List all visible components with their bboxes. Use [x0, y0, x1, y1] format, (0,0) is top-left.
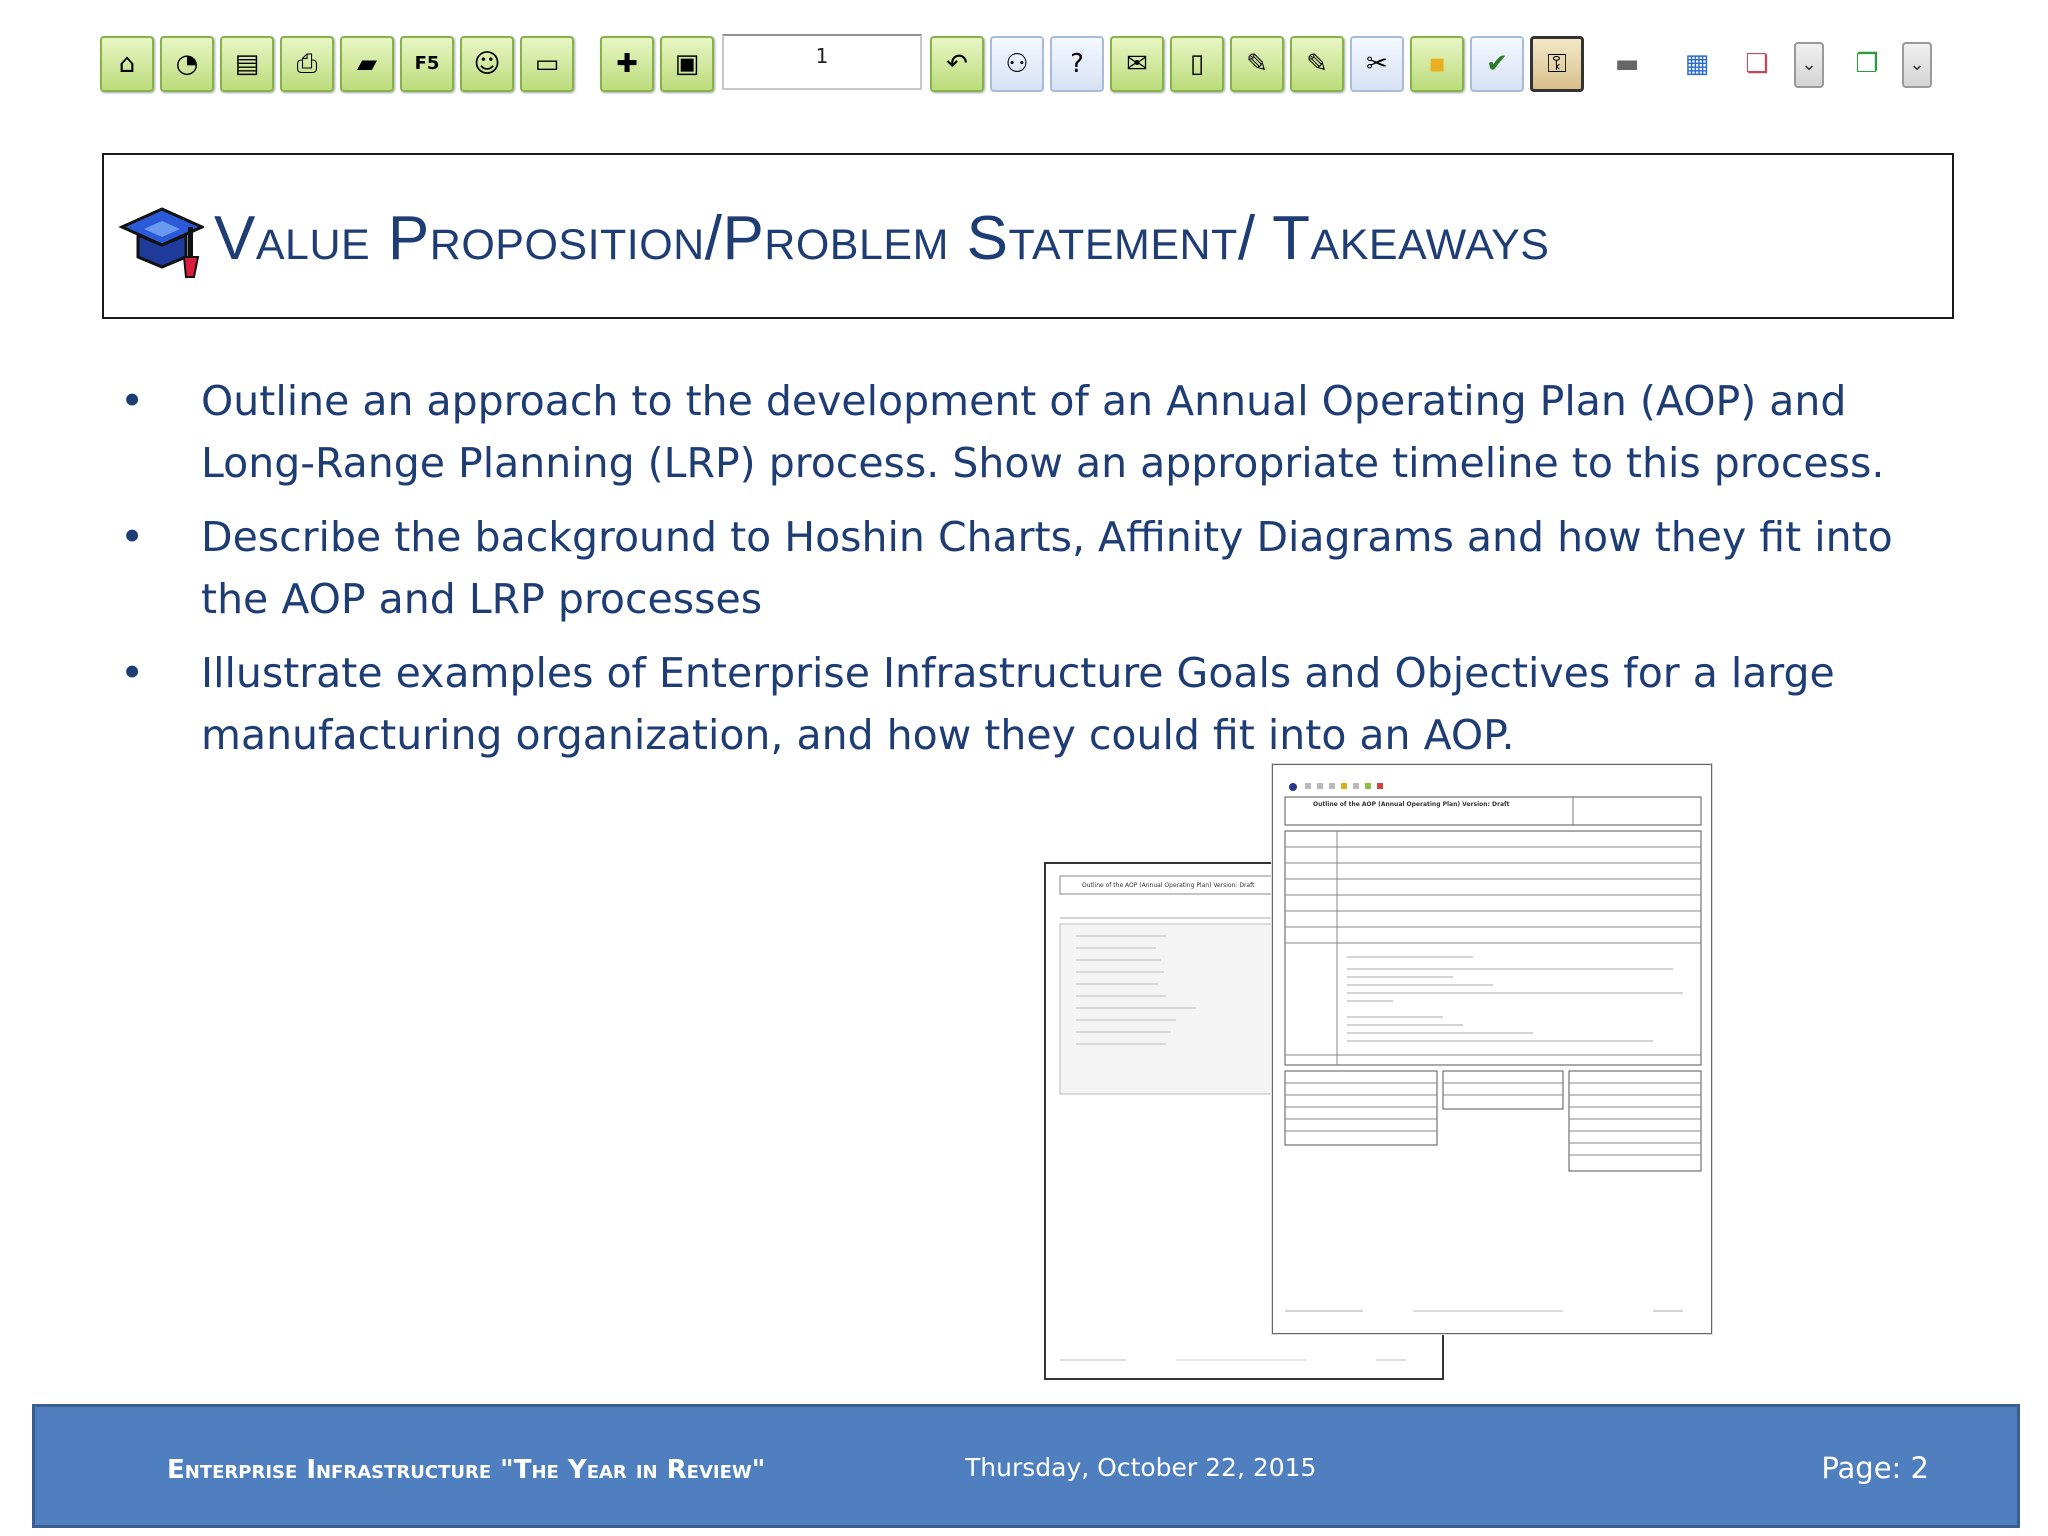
home-icon: ⌂	[118, 49, 136, 79]
smiley-icon: ☺	[473, 49, 501, 79]
f5-refresh-button[interactable]	[400, 36, 454, 92]
spellcheck-button[interactable]	[1470, 36, 1524, 92]
footer-title: Enterprise Infrastructure "The Year in Review"	[167, 1455, 766, 1485]
copy-button[interactable]	[1840, 36, 1894, 92]
f5-refresh-icon: F5	[414, 53, 440, 74]
blank-page-icon: ▯	[1189, 49, 1205, 79]
bullet-item	[120, 642, 1950, 766]
copy-icon: ❐	[1855, 49, 1879, 79]
undo-icon: ↶	[946, 49, 968, 79]
chevron-down-2-icon: ⌄	[1909, 54, 1925, 75]
edit-page-2-button[interactable]	[1290, 36, 1344, 92]
toolbar	[0, 0, 2048, 120]
chevron-down-icon: ⌄	[1801, 54, 1817, 75]
id-card-button[interactable]	[1600, 36, 1654, 92]
help-cursor-icon: ?	[1070, 49, 1084, 79]
stack-icon: ❏	[1745, 49, 1769, 79]
dropdown-2-button[interactable]	[1902, 42, 1932, 88]
thumbnail-front-lines	[1273, 765, 1711, 1333]
print-icon: ⎙	[296, 49, 318, 79]
undo-button[interactable]	[930, 36, 984, 92]
documents-button[interactable]	[220, 36, 274, 92]
outlook-icon: ▦	[1684, 49, 1710, 79]
bullet-dot: •	[120, 649, 145, 697]
calendar-button[interactable]	[160, 36, 214, 92]
bullet-dot: •	[120, 377, 145, 425]
stack-button[interactable]	[1730, 36, 1784, 92]
find-button[interactable]	[990, 36, 1044, 92]
footer-date: Thursday, October 22, 2015	[965, 1453, 1317, 1482]
outlook-button[interactable]	[1670, 36, 1724, 92]
add-alert-icon: ✚	[616, 49, 638, 79]
bullet-list	[120, 370, 1950, 778]
add-alert-button[interactable]	[600, 36, 654, 92]
lock-button[interactable]	[1530, 36, 1584, 92]
open-folder-icon: ▰	[357, 49, 377, 79]
help-button[interactable]	[1050, 36, 1104, 92]
slide-footer	[32, 1404, 2020, 1528]
bullet-text: Illustrate examples of Enterprise Infrastructure Goals and Objectives for a large manufacturing organization, and how they could fit into an AOP.	[201, 649, 1835, 759]
print-button[interactable]	[280, 36, 334, 92]
slide-title-box	[102, 153, 1954, 319]
graduation-cap-icon	[118, 201, 204, 281]
blank-page-button[interactable]	[1170, 36, 1224, 92]
tools-button[interactable]	[1350, 36, 1404, 92]
id-card-icon: ▬	[1614, 49, 1640, 79]
edit-page-2-icon: ✎	[1306, 49, 1328, 79]
note-icon: ▪	[1428, 49, 1446, 79]
edit-page-icon: ✎	[1246, 49, 1268, 79]
documents-icon: ▤	[234, 49, 260, 79]
slide-title: Value Proposition/Problem Statement/ Takeaways	[214, 204, 1550, 273]
spellcheck-icon: ✔	[1486, 49, 1508, 79]
binoculars-icon: ⚇	[1005, 49, 1029, 79]
chat-icon: ✉	[1126, 49, 1148, 79]
chat-button[interactable]	[1110, 36, 1164, 92]
footer-page-number: Page: 2	[1821, 1451, 1929, 1485]
card-button[interactable]	[520, 36, 574, 92]
bullet-item	[120, 506, 1950, 630]
lock-icon: ⚿	[1547, 49, 1567, 79]
bullet-dot: •	[120, 513, 145, 561]
smiley-button[interactable]	[460, 36, 514, 92]
tools-icon: ✂	[1366, 49, 1388, 79]
card-icon: ▭	[534, 49, 560, 79]
bullet-text: Describe the background to Hoshin Charts, Affinity Diagrams and how they fit into the AOP and LRP processes	[201, 513, 1893, 623]
home-button[interactable]	[100, 36, 154, 92]
bullet-text: Outline an approach to the development of an Annual Operating Plan (AOP) and Long-Range Planning (LRP) process. Show an appropriate timeline to this process.	[201, 377, 1885, 487]
edit-page-button[interactable]	[1230, 36, 1284, 92]
bullet-item	[120, 370, 1950, 494]
dropdown-1-button[interactable]	[1794, 42, 1824, 88]
page-number-input[interactable]: 1	[722, 34, 922, 90]
thumbnail-back-title: Outline of the AOP (Annual Operating Plan) Version: Draft	[1082, 882, 1255, 889]
window-icon: ▣	[674, 49, 700, 79]
window-button[interactable]	[660, 36, 714, 92]
open-folder-button[interactable]	[340, 36, 394, 92]
calendar-icon: ◔	[175, 49, 199, 79]
thumbnail-front-title: Outline of the AOP (Annual Operating Plan) Version: Draft	[1313, 801, 1510, 808]
document-thumbnail-front	[1272, 764, 1712, 1334]
note-button[interactable]	[1410, 36, 1464, 92]
